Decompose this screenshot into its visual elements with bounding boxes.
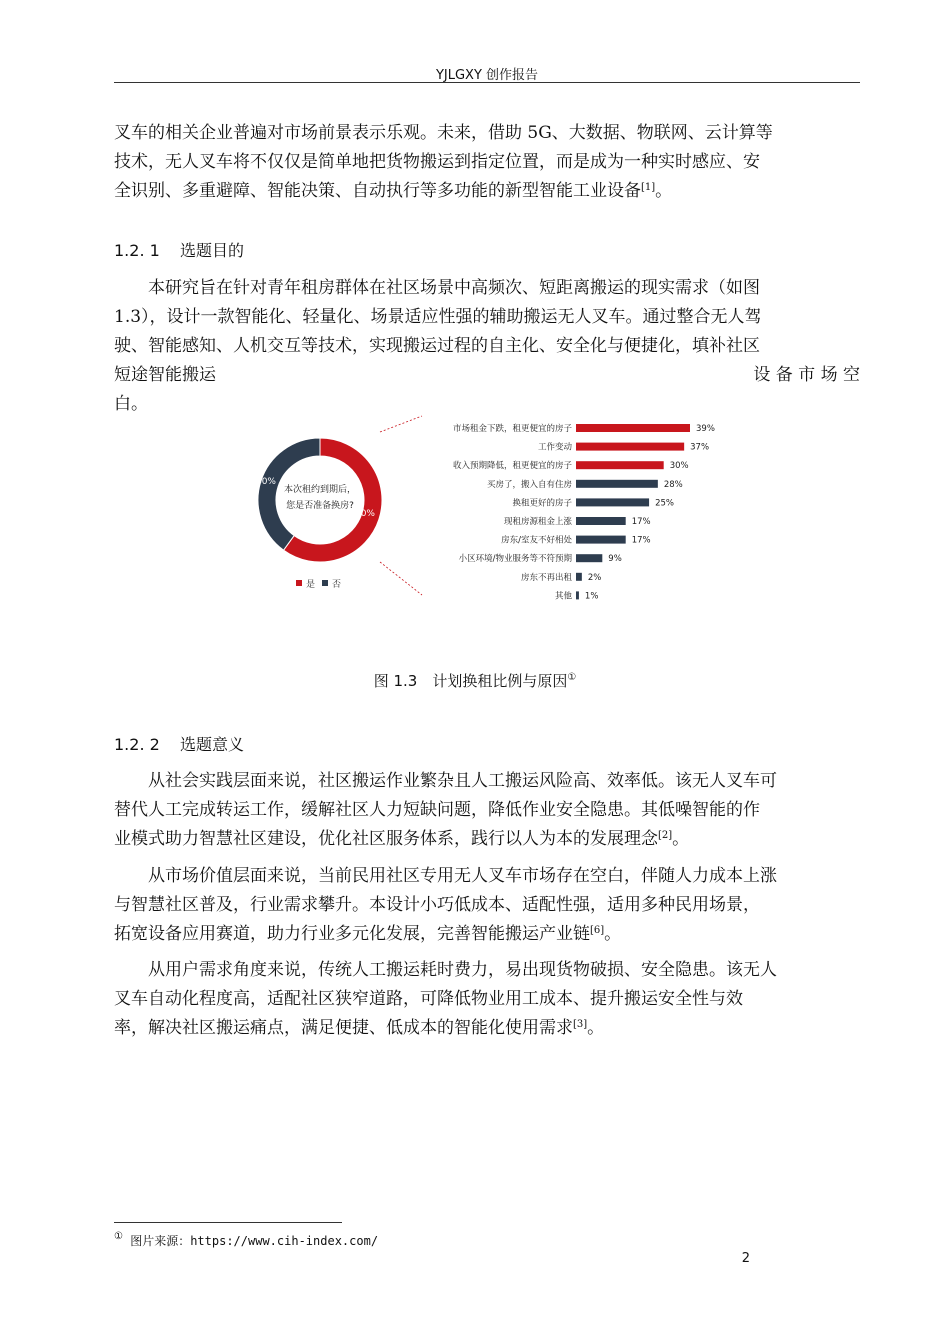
figure-chart xyxy=(240,412,720,600)
bar-category-label: 房东/室友不好相处 xyxy=(501,535,572,546)
legend-label-yes: 是 xyxy=(306,580,316,590)
text-line: 本研究旨在针对青年租房群体在社区场景中高频次、短距离搬运的现实需求（如图 xyxy=(148,278,760,298)
bar-value-label: 25% xyxy=(655,498,674,509)
text-run: 短途智能搬运 xyxy=(114,365,216,385)
header-rule xyxy=(114,82,860,83)
footnote xyxy=(114,1232,378,1249)
connector-line xyxy=(380,562,422,595)
citation-ref[interactable]: [2] xyxy=(658,830,673,841)
footnote-text: 图片来源：https://www.cih-index.com/ xyxy=(130,1234,379,1248)
text-line: 白。 xyxy=(114,394,148,414)
text-run: 。 xyxy=(655,181,673,201)
text-line: 叉车的相关企业普遍对市场前景表示乐观。未来，借助 5G、大数据、物联网、云计算等 xyxy=(114,123,773,143)
bar-category-label: 房东不再出租 xyxy=(520,572,572,583)
bar-mark xyxy=(576,461,664,469)
bar-category-label: 小区环境/物业服务等不符预期 xyxy=(458,554,572,565)
bar-value-label: 39% xyxy=(696,424,715,434)
bar-mark xyxy=(576,498,649,506)
bar-value-label: 9% xyxy=(608,554,622,565)
paragraph-purpose xyxy=(114,274,860,419)
text-line: 技术，无人叉车将不仅仅是简单地把货物搬运到指定位置，而是成为一种实时感应、安 xyxy=(114,152,760,172)
bar-category-label: 买房了，搬入自有住房 xyxy=(486,479,572,490)
bar-category-label: 换租更好的房子 xyxy=(512,498,572,509)
donut-chart xyxy=(255,438,382,562)
text-line xyxy=(114,825,860,854)
donut-center-text: 您是否准备换房? xyxy=(286,501,354,511)
bar-value-label: 30% xyxy=(669,461,689,472)
bar-mark xyxy=(576,443,684,451)
footnote-ref[interactable]: ① xyxy=(567,672,577,683)
donut-center-text: 本次租约到期后， xyxy=(283,485,357,495)
legend-swatch-yes xyxy=(296,580,302,586)
bar-mark xyxy=(576,591,579,599)
section-title: 选题目的 xyxy=(180,241,245,260)
section-title: 选题意义 xyxy=(180,735,245,754)
bar-mark xyxy=(576,554,602,562)
bar-category-label: 其他 xyxy=(554,591,572,600)
text-run: 率，解决社区搬运痛点，满足便捷、低成本的智能化使用需求 xyxy=(114,1018,573,1038)
text-line: 从社会实践层面来说，社区搬运作业繁杂且人工搬运风险高、效率低。该无人叉车可 xyxy=(148,771,777,791)
bar-mark xyxy=(576,424,690,432)
bar-value-label: 37% xyxy=(690,442,710,453)
page-header: YJLGXY 创作报告 xyxy=(435,68,539,83)
section-heading-significance xyxy=(114,732,244,755)
text-run: 业模式助力智慧社区建设，优化社区服务体系，践行以人为本的发展理念 xyxy=(114,829,658,849)
text-run: 。 xyxy=(672,829,690,849)
caption-text: 图 1.3 计划换租比例与原因 xyxy=(373,672,568,690)
paragraph-social xyxy=(114,767,860,854)
bar-value-label: 17% xyxy=(631,535,651,546)
text-line xyxy=(114,1014,860,1043)
legend-swatch-no xyxy=(322,580,328,586)
bar-value-label: 1% xyxy=(584,591,599,600)
bar-category-label: 工作变动 xyxy=(537,442,572,453)
text-run: 。 xyxy=(604,924,622,944)
text-run: 全识别、多重避障、智能决策、自动执行等多功能的新型智能工业设备 xyxy=(114,181,641,201)
section-heading-purpose xyxy=(114,238,244,261)
text-line: 替代人工完成转运工作，缓解社区人力短缺问题，降低作业安全隐患。其低噪智能的作 xyxy=(114,800,760,820)
section-number: 1.2. 1 xyxy=(114,241,160,260)
text-line xyxy=(114,920,860,949)
bar-mark xyxy=(576,536,626,544)
chart-canvas xyxy=(240,412,720,600)
text-line: 1.3），设计一款智能化、轻量化、场景适应性强的辅助搬运无人叉车。通过整合无人驾 xyxy=(114,307,762,327)
paragraph-intro xyxy=(114,119,860,206)
citation-ref[interactable]: [6] xyxy=(590,925,605,936)
bar-category-label: 市场租金下跌，租更便宜的房子 xyxy=(452,424,572,434)
text-line xyxy=(114,361,860,390)
text-line: 叉车自动化程度高，适配社区狭窄道路，可降低物业用工成本、提升搬运安全性与效 xyxy=(114,989,743,1009)
bar-mark xyxy=(576,517,626,525)
bar-value-label: 2% xyxy=(587,572,602,583)
bar-category-label: 收入预期降低，租更便宜的房子 xyxy=(452,461,572,472)
text-line: 从用户需求角度来说，传统人工搬运耗时费力，易出现货物破损、安全隐患。该无人 xyxy=(148,960,777,980)
bar-value-label: 17% xyxy=(631,517,651,527)
text-line: 与智慧社区普及，行业需求攀升。本设计小巧低成本、适配性强，适用多种民用场景， xyxy=(114,895,760,915)
footnote-mark: ① xyxy=(114,1231,123,1242)
paragraph-market xyxy=(114,862,860,949)
bar-mark xyxy=(576,573,582,581)
text-line: 从市场价值层面来说，当前民用社区专用无人叉车市场存在空白，伴随人力成本上涨 xyxy=(148,866,777,886)
connector-line xyxy=(380,416,422,432)
footnote-rule xyxy=(114,1222,342,1223)
citation-ref[interactable]: [1] xyxy=(641,182,656,193)
legend-label-no: 否 xyxy=(332,580,342,590)
section-number: 1.2. 2 xyxy=(114,735,160,754)
text-run: 设 备 市 场 空 xyxy=(753,365,860,385)
text-line: 驶、智能感知、人机交互等技术，实现搬运过程的自主化、安全化与便捷化，填补社区 xyxy=(114,336,760,356)
text-run: 。 xyxy=(587,1018,605,1038)
paragraph-user xyxy=(114,956,860,1043)
text-run: 拓宽设备应用赛道，助力行业多元化发展，完善智能搬运产业链 xyxy=(114,924,590,944)
bar-mark xyxy=(576,480,658,488)
citation-ref[interactable]: [3] xyxy=(573,1019,588,1030)
bar-chart xyxy=(453,423,715,600)
bar-category-label: 现租房源租金上涨 xyxy=(503,517,572,527)
bar-value-label: 28% xyxy=(663,479,683,490)
donut-value-label: 40% xyxy=(255,477,277,487)
figure-caption xyxy=(0,670,950,691)
text-line xyxy=(114,177,860,206)
page-number: 2 xyxy=(741,1251,750,1266)
donut-value-label: 60% xyxy=(354,509,376,519)
